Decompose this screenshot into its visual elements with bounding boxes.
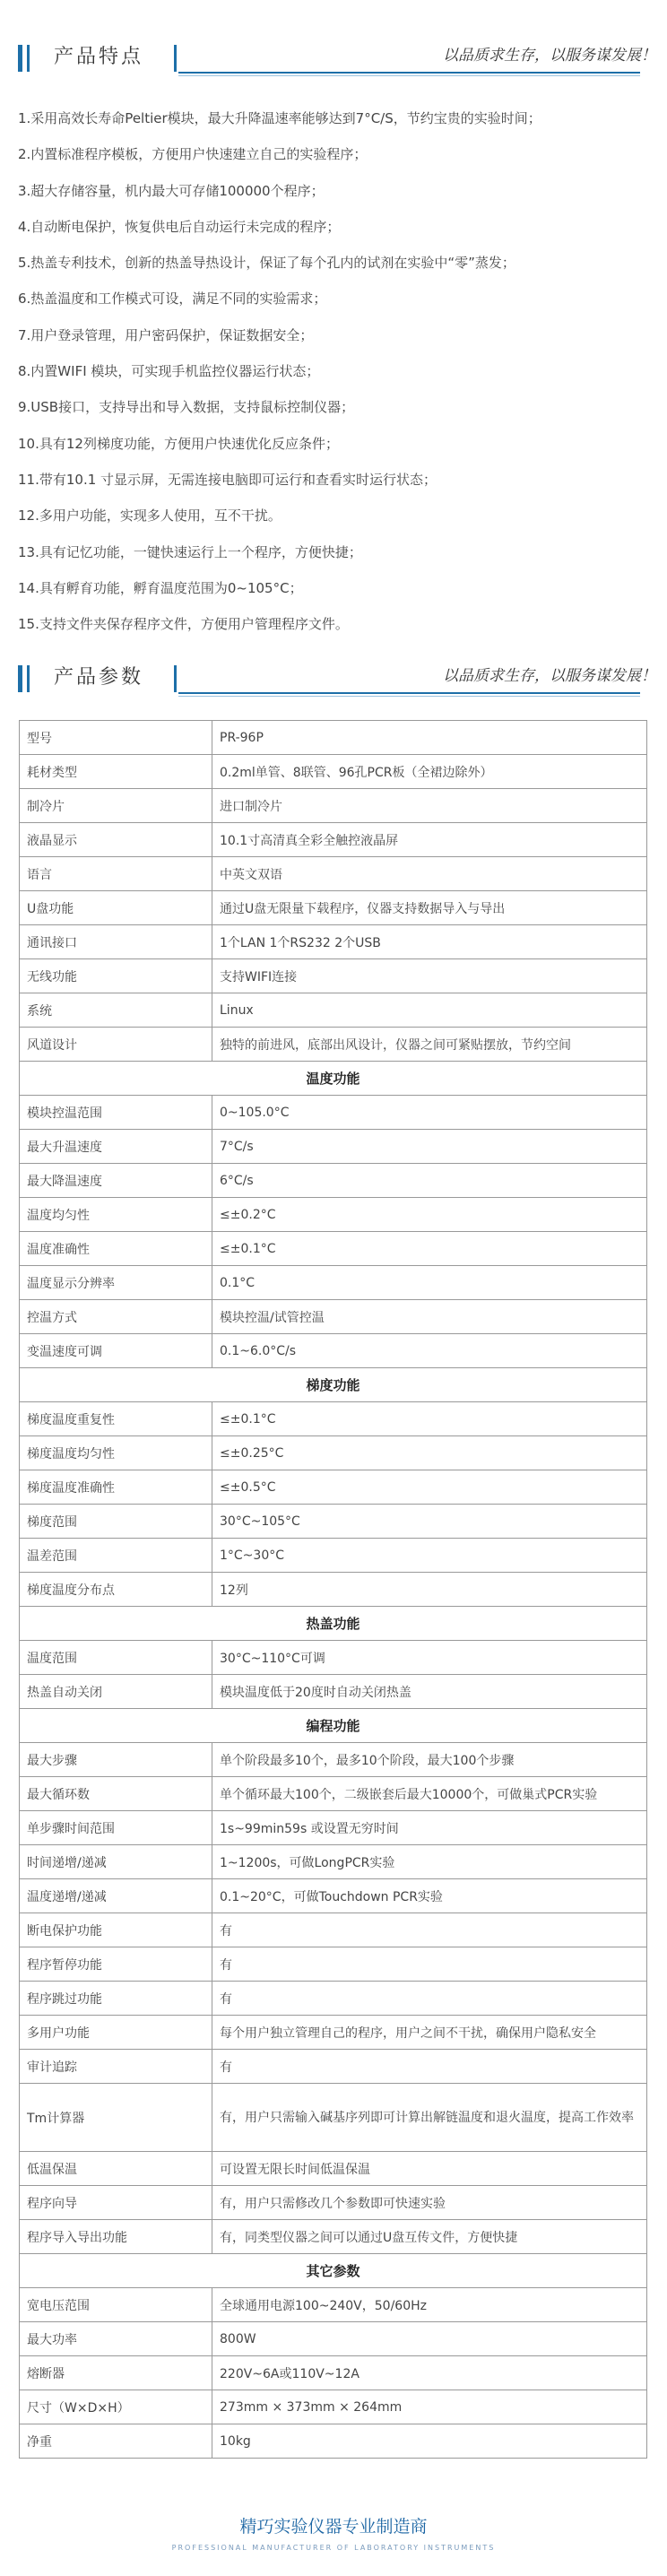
spec-label: 最大步骤 [20, 1743, 212, 1777]
spec-label: 变温速度可调 [20, 1334, 212, 1368]
spec-value: 有 [212, 1947, 647, 1982]
spec-group-row [20, 2254, 647, 2288]
spec-label: 程序向导 [20, 2186, 212, 2220]
header-rule [178, 696, 640, 697]
spec-value: 220V~6A或110V~12A [212, 2356, 647, 2390]
spec-label: 最大循环数 [20, 1777, 212, 1811]
header-accent-bar [174, 45, 177, 72]
spec-label: U盘功能 [20, 891, 212, 925]
spec-row [20, 1913, 647, 1947]
spec-label: 程序导入导出功能 [20, 2220, 212, 2254]
spec-value: ≤±0.2°C [212, 1198, 647, 1232]
feature-item: 2.内置标准程序模板，方便用户快速建立自己的实验程序； [18, 146, 368, 163]
spec-row [20, 2050, 647, 2084]
spec-value: 6°C/s [212, 1164, 647, 1198]
feature-item: 11.带有10.1 寸显示屏，无需连接电脑即可运行和查看实时运行状态； [18, 471, 437, 488]
spec-value: 1~1200s，可做LongPCR实验 [212, 1845, 647, 1879]
spec-group-row [20, 1368, 647, 1402]
spec-value: 可设置无限长时间低温保温 [212, 2152, 647, 2186]
spec-value: 800W [212, 2322, 647, 2356]
spec-label: 梯度温度准确性 [20, 1470, 212, 1505]
spec-row [20, 1879, 647, 1913]
spec-row [20, 1130, 647, 1164]
spec-label: 耗材类型 [20, 755, 212, 789]
spec-value: 有 [212, 2050, 647, 2084]
feature-item: 14.具有孵育功能，孵育温度范围为0~105°C； [18, 579, 303, 596]
spec-group-title: 其它参数 [20, 2254, 647, 2288]
spec-row [20, 857, 647, 891]
spec-value: 通过U盘无限量下载程序，仪器支持数据导入与导出 [212, 891, 647, 925]
spec-row [20, 2084, 647, 2152]
spec-row [20, 2288, 647, 2322]
spec-value: 支持WIFI连接 [212, 959, 647, 993]
spec-value: 10.1寸高清真全彩全触控液晶屏 [212, 823, 647, 857]
spec-row [20, 2016, 647, 2050]
spec-row [20, 1334, 647, 1368]
spec-label: 温度准确性 [20, 1232, 212, 1266]
spec-group-row [20, 1607, 647, 1641]
spec-row [20, 891, 647, 925]
footer-title: 精巧实验仪器专业制造商 [239, 2517, 428, 2537]
spec-value: 有 [212, 1913, 647, 1947]
spec-row [20, 1743, 647, 1777]
spec-row [20, 2152, 647, 2186]
spec-label: 时间递增/递减 [20, 1845, 212, 1879]
spec-value: ≤±0.1°C [212, 1402, 647, 1436]
header-rule [178, 72, 640, 74]
spec-label: 通讯接口 [20, 925, 212, 959]
section-header-specs [0, 651, 667, 701]
spec-table [19, 720, 647, 2459]
spec-value: 每个用户独立管理自己的程序，用户之间不干扰，确保用户隐私安全 [212, 2016, 647, 2050]
spec-label: 梯度温度均匀性 [20, 1436, 212, 1470]
spec-group-title: 热盖功能 [20, 1607, 647, 1641]
spec-label: 梯度温度重复性 [20, 1402, 212, 1436]
spec-label: 断电保护功能 [20, 1913, 212, 1947]
spec-value: 30°C~105°C [212, 1505, 647, 1539]
header-accent-bar [27, 45, 30, 72]
spec-row [20, 1573, 647, 1607]
spec-value: 273mm × 373mm × 264mm [212, 2390, 647, 2424]
spec-label: 程序暂停功能 [20, 1947, 212, 1982]
spec-value: ≤±0.1°C [212, 1232, 647, 1266]
spec-label: 程序跳过功能 [20, 1982, 212, 2016]
spec-row [20, 2220, 647, 2254]
spec-label: 风道设计 [20, 1028, 212, 1062]
header-accent-bar [18, 45, 22, 72]
spec-row [20, 1266, 647, 1300]
spec-value: 0.1°C [212, 1266, 647, 1300]
spec-row [20, 1641, 647, 1675]
section-header-features [0, 30, 667, 81]
spec-row [20, 1300, 647, 1334]
spec-label: 熔断器 [20, 2356, 212, 2390]
spec-label: 单步骤时间范围 [20, 1811, 212, 1845]
spec-group-row [20, 1062, 647, 1096]
spec-value: 有 [212, 1982, 647, 2016]
spec-row [20, 2424, 647, 2459]
spec-group-row [20, 1709, 647, 1743]
feature-item: 9.USB接口，支持导出和导入数据，支持鼠标控制仪器； [18, 399, 355, 416]
spec-label: 梯度范围 [20, 1505, 212, 1539]
spec-row [20, 2356, 647, 2390]
header-accent-bar [18, 665, 22, 692]
header-rule [178, 75, 640, 76]
spec-label: 语言 [20, 857, 212, 891]
header-rule [178, 692, 640, 694]
spec-value: 模块温度低于20度时自动关闭热盖 [212, 1675, 647, 1709]
spec-label: 温度显示分辨率 [20, 1266, 212, 1300]
spec-row [20, 1232, 647, 1266]
spec-value: ≤±0.25°C [212, 1436, 647, 1470]
spec-label: 审计追踪 [20, 2050, 212, 2084]
spec-row [20, 1028, 647, 1062]
spec-label: 温度递增/递减 [20, 1879, 212, 1913]
spec-row [20, 823, 647, 857]
spec-row [20, 2390, 647, 2424]
spec-row [20, 1505, 647, 1539]
spec-row [20, 1777, 647, 1811]
spec-row [20, 993, 647, 1028]
spec-row [20, 959, 647, 993]
spec-value: PR-96P [212, 721, 647, 755]
spec-value: 1°C~30°C [212, 1539, 647, 1573]
spec-label: 尺寸（W×D×H） [20, 2390, 212, 2424]
feature-item: 3.超大存储容量，机内最大可存储100000个程序； [18, 182, 325, 199]
spec-value: 0.2ml单管、8联管、96孔PCR板（全裙边除外） [212, 755, 647, 789]
spec-label: 低温保温 [20, 2152, 212, 2186]
feature-item: 7.用户登录管理，用户密码保护，保证数据安全； [18, 326, 314, 343]
spec-group-title: 编程功能 [20, 1709, 647, 1743]
spec-value: 有，同类型仪器之间可以通过U盘互传文件，方便快捷 [212, 2220, 647, 2254]
spec-row [20, 2322, 647, 2356]
spec-value: 30°C~110°C可调 [212, 1641, 647, 1675]
spec-value: 模块控温/试管控温 [212, 1300, 647, 1334]
feature-list [18, 100, 654, 642]
spec-value: Linux [212, 993, 647, 1028]
feature-item: 5.热盖专利技术，创新的热盖导热设计，保证了每个孔内的试剂在实验中“零”蒸发； [18, 255, 515, 272]
spec-label: 模块控温范围 [20, 1096, 212, 1130]
spec-row [20, 721, 647, 755]
spec-row [20, 1402, 647, 1436]
spec-value: 7°C/s [212, 1130, 647, 1164]
spec-row [20, 1675, 647, 1709]
spec-row [20, 755, 647, 789]
spec-value: ≤±0.5°C [212, 1470, 647, 1505]
feature-item: 8.内置WIFI 模块，可实现手机监控仪器运行状态； [18, 363, 320, 380]
spec-group-title: 梯度功能 [20, 1368, 647, 1402]
spec-value: 独特的前进风，底部出风设计，仪器之间可紧贴摆放，节约空间 [212, 1028, 647, 1062]
spec-row [20, 1982, 647, 2016]
spec-value: 单个循环最大100个，二级嵌套后最大10000个，可做巢式PCR实验 [212, 1777, 647, 1811]
spec-row [20, 925, 647, 959]
spec-row [20, 1436, 647, 1470]
spec-label: 温度范围 [20, 1641, 212, 1675]
spec-row [20, 1811, 647, 1845]
section-slogan: 以品质求生存，以服务谋发展！ [443, 667, 656, 685]
spec-row [20, 789, 647, 823]
spec-row [20, 1470, 647, 1505]
spec-row [20, 1198, 647, 1232]
spec-value: 12列 [212, 1573, 647, 1607]
spec-label: Tm计算器 [20, 2084, 212, 2152]
section-slogan: 以品质求生存，以服务谋发展！ [443, 47, 656, 65]
spec-label: 多用户功能 [20, 2016, 212, 2050]
spec-row [20, 1845, 647, 1879]
spec-value: 10kg [212, 2424, 647, 2459]
feature-item: 1.采用高效长寿命Peltier模块，最大升降温速率能够达到7°C/S，节约宝贵的实验时间； [18, 110, 541, 126]
spec-row [20, 1539, 647, 1573]
spec-row [20, 1164, 647, 1198]
spec-label: 温度均匀性 [20, 1198, 212, 1232]
spec-row [20, 1947, 647, 1982]
header-accent-bar [27, 665, 30, 692]
spec-label: 制冷片 [20, 789, 212, 823]
feature-item: 6.热盖温度和工作模式可设，满足不同的实验需求； [18, 291, 327, 308]
feature-item: 13.具有记忆功能，一键快速运行上一个程序，方便快捷； [18, 543, 362, 560]
spec-label: 最大降温速度 [20, 1164, 212, 1198]
spec-label: 型号 [20, 721, 212, 755]
section-title: 产品参数 [54, 666, 144, 689]
feature-item: 15.支持文件夹保存程序文件，方便用户管理程序文件。 [18, 616, 349, 633]
spec-label: 净重 [20, 2424, 212, 2459]
spec-label: 液晶显示 [20, 823, 212, 857]
spec-row [20, 2186, 647, 2220]
section-title: 产品特点 [54, 46, 144, 68]
spec-value: 1个LAN 1个RS232 2个USB [212, 925, 647, 959]
spec-value: 进口制冷片 [212, 789, 647, 823]
spec-value: 1s~99min59s 或设置无穷时间 [212, 1811, 647, 1845]
spec-label: 温差范围 [20, 1539, 212, 1573]
spec-value: 有，用户只需输入碱基序列即可计算出解链温度和退火温度，提高工作效率 [212, 2084, 647, 2152]
spec-value: 有，用户只需修改几个参数即可快速实验 [212, 2186, 647, 2220]
spec-label: 最大功率 [20, 2322, 212, 2356]
spec-value: 0.1~6.0°C/s [212, 1334, 647, 1368]
spec-label: 宽电压范围 [20, 2288, 212, 2322]
spec-label: 无线功能 [20, 959, 212, 993]
spec-value: 全球通用电源100~240V，50/60Hz [212, 2288, 647, 2322]
feature-item: 12.多用户功能，实现多人使用，互不干扰。 [18, 507, 282, 525]
spec-value: 中英文双语 [212, 857, 647, 891]
spec-label: 热盖自动关闭 [20, 1675, 212, 1709]
spec-group-title: 温度功能 [20, 1062, 647, 1096]
spec-value: 0.1~20°C，可做Touchdown PCR实验 [212, 1879, 647, 1913]
spec-label: 控温方式 [20, 1300, 212, 1334]
spec-value: 单个阶段最多10个，最多10个阶段，最大100个步骤 [212, 1743, 647, 1777]
spec-row [20, 1096, 647, 1130]
spec-label: 梯度温度分布点 [20, 1573, 212, 1607]
feature-item: 4.自动断电保护，恢复供电后自动运行未完成的程序； [18, 218, 341, 235]
spec-value: 0~105.0°C [212, 1096, 647, 1130]
spec-label: 系统 [20, 993, 212, 1028]
header-accent-bar [174, 665, 177, 692]
feature-item: 10.具有12列梯度功能，方便用户快速优化反应条件； [18, 435, 339, 452]
footer-subtitle: PROFESSIONAL MANUFACTURER OF LABORATORY INSTRUMENTS [171, 2544, 496, 2552]
spec-label: 最大升温速度 [20, 1130, 212, 1164]
